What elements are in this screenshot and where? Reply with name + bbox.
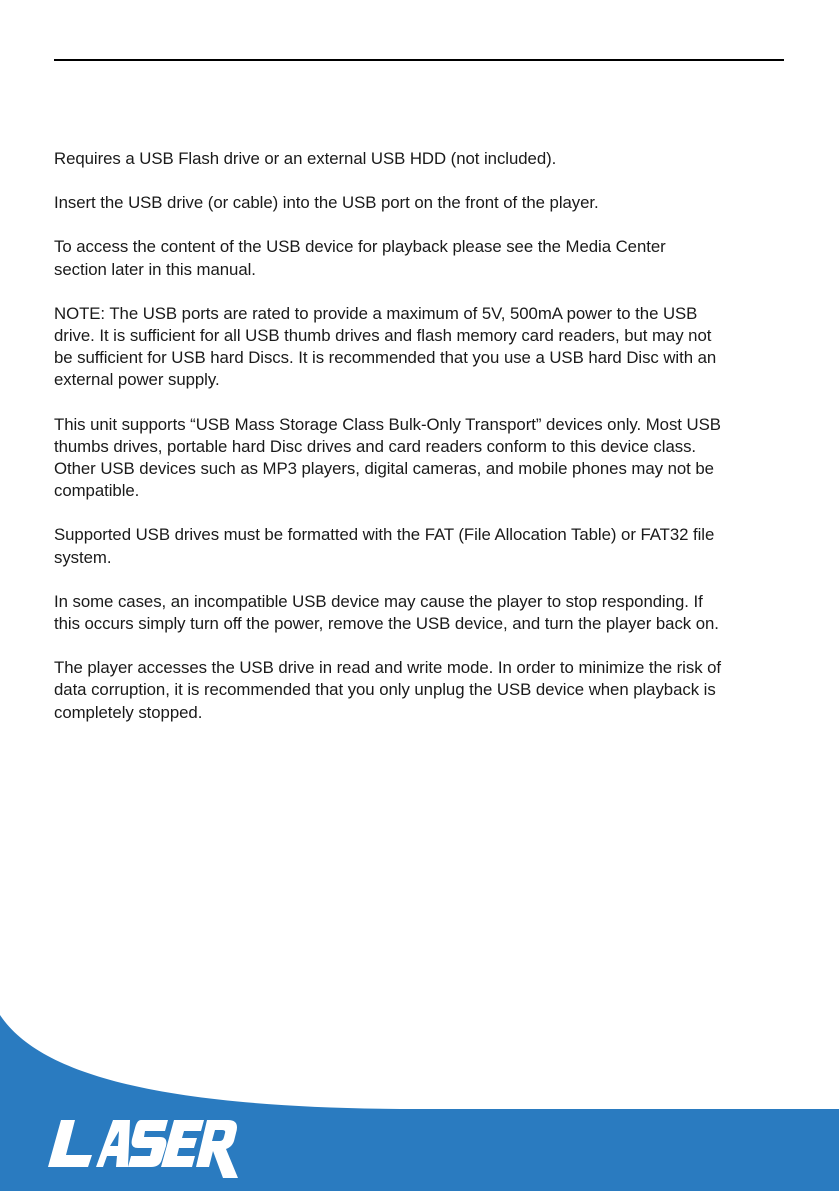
footer-band: [0, 1015, 839, 1191]
footer-band-graphic: [0, 1015, 839, 1191]
paragraph-read-write-mode: The player accesses the USB drive in read and write mode. In order to minimize the risk of data corruption, it is recommended that you only unplug the USB device when playback is completely stopped.: [54, 658, 722, 722]
paragraph-incompatible-device: In some cases, an incompatible USB device may cause the player to stop responding. If this occurs simply turn off the power, remove the USB device, and turn the player back on.: [54, 591, 719, 634]
paragraph-media-center-reference: To access the content of the USB device for playback please see the Media Center section later in this manual.: [54, 237, 666, 279]
paragraph-mass-storage-support: This unit supports “USB Mass Storage Class Bulk-Only Transport” devices only. Most USB thumbs drives, portable hard Disc drives and card readers conform to this device class. Other USB devices such as MP3 players, digital cameras, and mobile phones may not be compatible.: [54, 414, 721, 501]
header-rule: [54, 59, 784, 61]
paragraph-insert-usb: Insert the USB drive (or cable) into the USB port on the front of the player.: [54, 193, 599, 213]
paragraph-usb-requirement: Requires a USB Flash drive or an external USB HDD (not included).: [54, 149, 557, 168]
paragraph-power-note: NOTE: The USB ports are rated to provide a maximum of 5V, 500mA power to the USB drive. It is sufficient for all USB thumb drives and flash memory card readers, but may not be sufficient for USB hard Discs. It is recommended that you use a USB hard Disc with an external power supply.: [54, 303, 717, 390]
paragraph-file-system: Supported USB drives must be formatted with the FAT (File Allocation Table) or FAT32 file system.: [54, 525, 715, 567]
page-content: [54, 148, 789, 746]
